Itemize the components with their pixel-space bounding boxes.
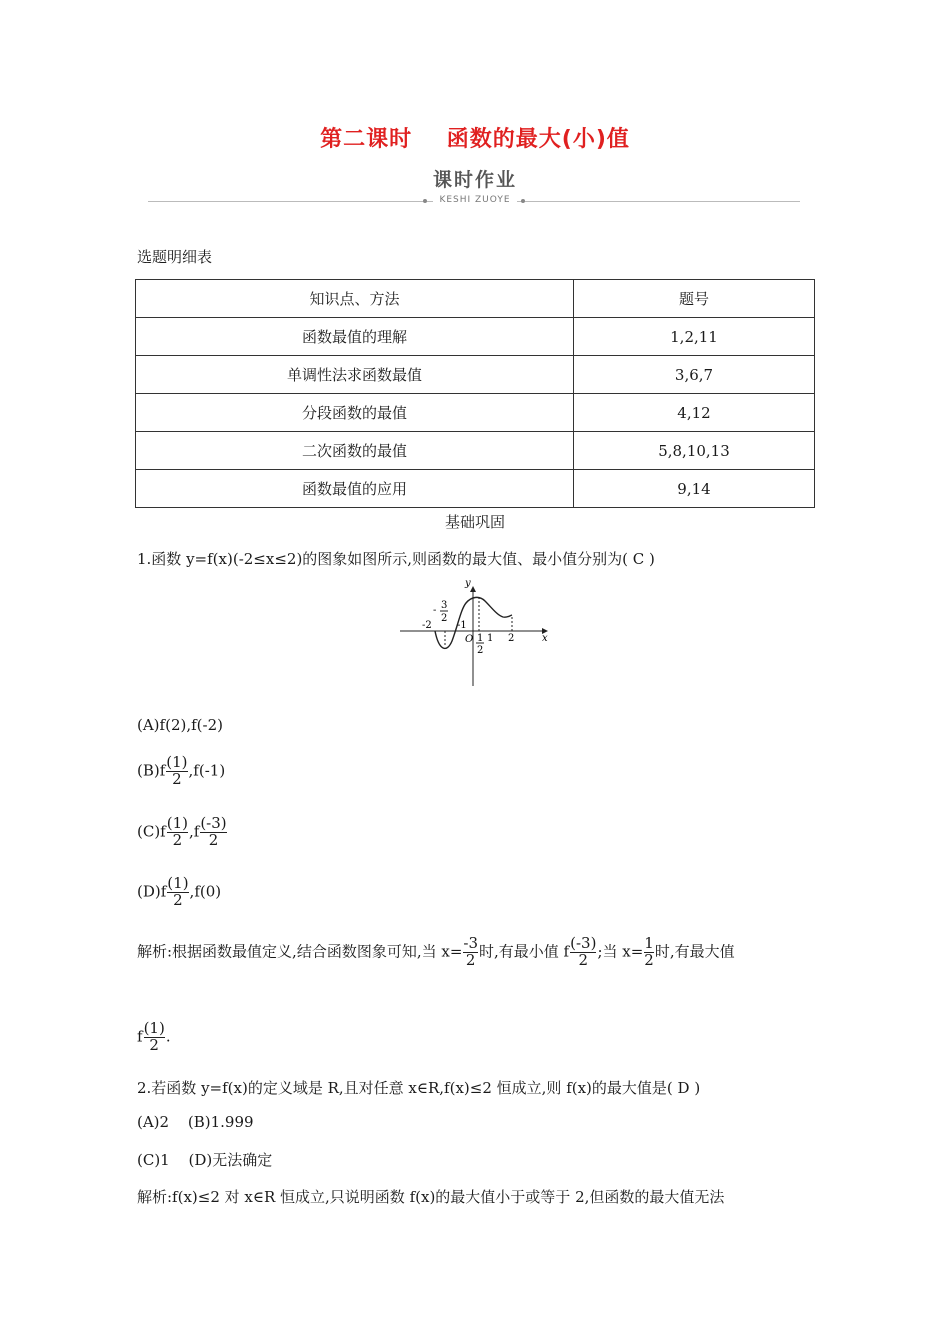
table-cell: 分段函数的最值 — [136, 394, 574, 432]
table-row — [136, 470, 815, 508]
y-label: y — [465, 578, 471, 589]
question-1-analysis-cont: f $\frac{(1)}{2}$ . — [137, 1019, 171, 1054]
tick-neg-1: -1 — [457, 620, 467, 631]
table-cell: 1,2,11 — [574, 318, 815, 356]
question-1-stem: 1.函数 y=f(x)(-2≤x≤2)的图象如图所示,则函数的最大值、最小值分别为( C ) — [137, 550, 655, 568]
table-header: 题号 — [574, 280, 815, 318]
table-cell: 3,6,7 — [574, 356, 815, 394]
x-label: x — [542, 633, 548, 644]
table-row — [136, 356, 815, 394]
tick-neg-frac-den: 2 — [441, 613, 448, 624]
section-heading: 基础巩固 — [444, 513, 505, 531]
table-cell: 二次函数的最值 — [136, 432, 574, 470]
question-2-options-row2 — [137, 1149, 272, 1170]
table-cell: 函数最值的理解 — [136, 318, 574, 356]
table-cell: 5,8,10,13 — [574, 432, 815, 470]
question-1-answer: C — [632, 550, 645, 568]
tick-frac-num: 1 — [477, 633, 484, 644]
tick-frac-den: 2 — [477, 645, 484, 656]
table-header: 知识点、方法 — [136, 280, 574, 318]
question-2-options-row1 — [137, 1113, 254, 1131]
question-2-stem: 2.若函数 y=f(x)的定义域是 R,且对任意 x∈R,f(x)≤2 恒成立,则 f(x)的最大值是( D ) — [137, 1079, 701, 1097]
table-cell: 9,14 — [574, 470, 815, 508]
banner-title: 课时作业 — [432, 169, 517, 191]
option-c: (C)f $\frac{(1)}{2}$ ,f $\frac{(-3)}{2}$ — [137, 814, 227, 849]
table-cell: 函数最值的应用 — [136, 470, 574, 508]
question-1-analysis: 解析:根据函数最值定义,结合函数图象可知,当 x= $\frac{-3}{2}$ 时,有最小值 f $\frac{(-3)}{2}$ ;当 x= $\frac{1}{2}$ 时,有最大值 — [137, 934, 735, 969]
table-cell: 4,12 — [574, 394, 815, 432]
question-2-answer: D — [677, 1079, 690, 1097]
option-a: (A)f(2),f(-2) — [137, 716, 223, 734]
option-d: (D)f $\frac{(1)}{2}$ ,f(0) — [137, 874, 222, 909]
page-title: 第二课时 函数的最大(小)值 — [320, 127, 630, 152]
table-header-row — [136, 280, 815, 318]
table-caption: 选题明细表 — [137, 248, 213, 266]
tick-neg-frac-sign: - — [433, 605, 437, 616]
table-row — [136, 394, 815, 432]
option-d: (D)无法确定 — [188, 1151, 273, 1169]
option-b: (B)1.999 — [187, 1113, 254, 1131]
tick-neg-frac-num: 3 — [441, 600, 448, 611]
table-cell: 单调性法求函数最值 — [136, 356, 574, 394]
banner-subtitle: KESHI ZUOYE — [0, 195, 950, 205]
tick-neg-2: -2 — [422, 620, 432, 631]
topic-table — [135, 279, 815, 508]
table-row — [136, 432, 815, 470]
option-a: (A)2 — [137, 1113, 170, 1131]
question-2-analysis: 解析:f(x)≤2 对 x∈R 恒成立,只说明函数 f(x)的最大值小于或等于 2,但函数的最大值无法 — [137, 1188, 725, 1206]
option-b: (B)f $\frac{(1)}{2}$ ,f(-1) — [137, 753, 226, 788]
function-graph — [395, 575, 560, 687]
origin-label: O — [465, 634, 474, 645]
tick-1: 1 — [487, 633, 494, 644]
option-c: (C)1 — [137, 1151, 170, 1169]
table-row — [136, 318, 815, 356]
tick-2: 2 — [508, 633, 515, 644]
